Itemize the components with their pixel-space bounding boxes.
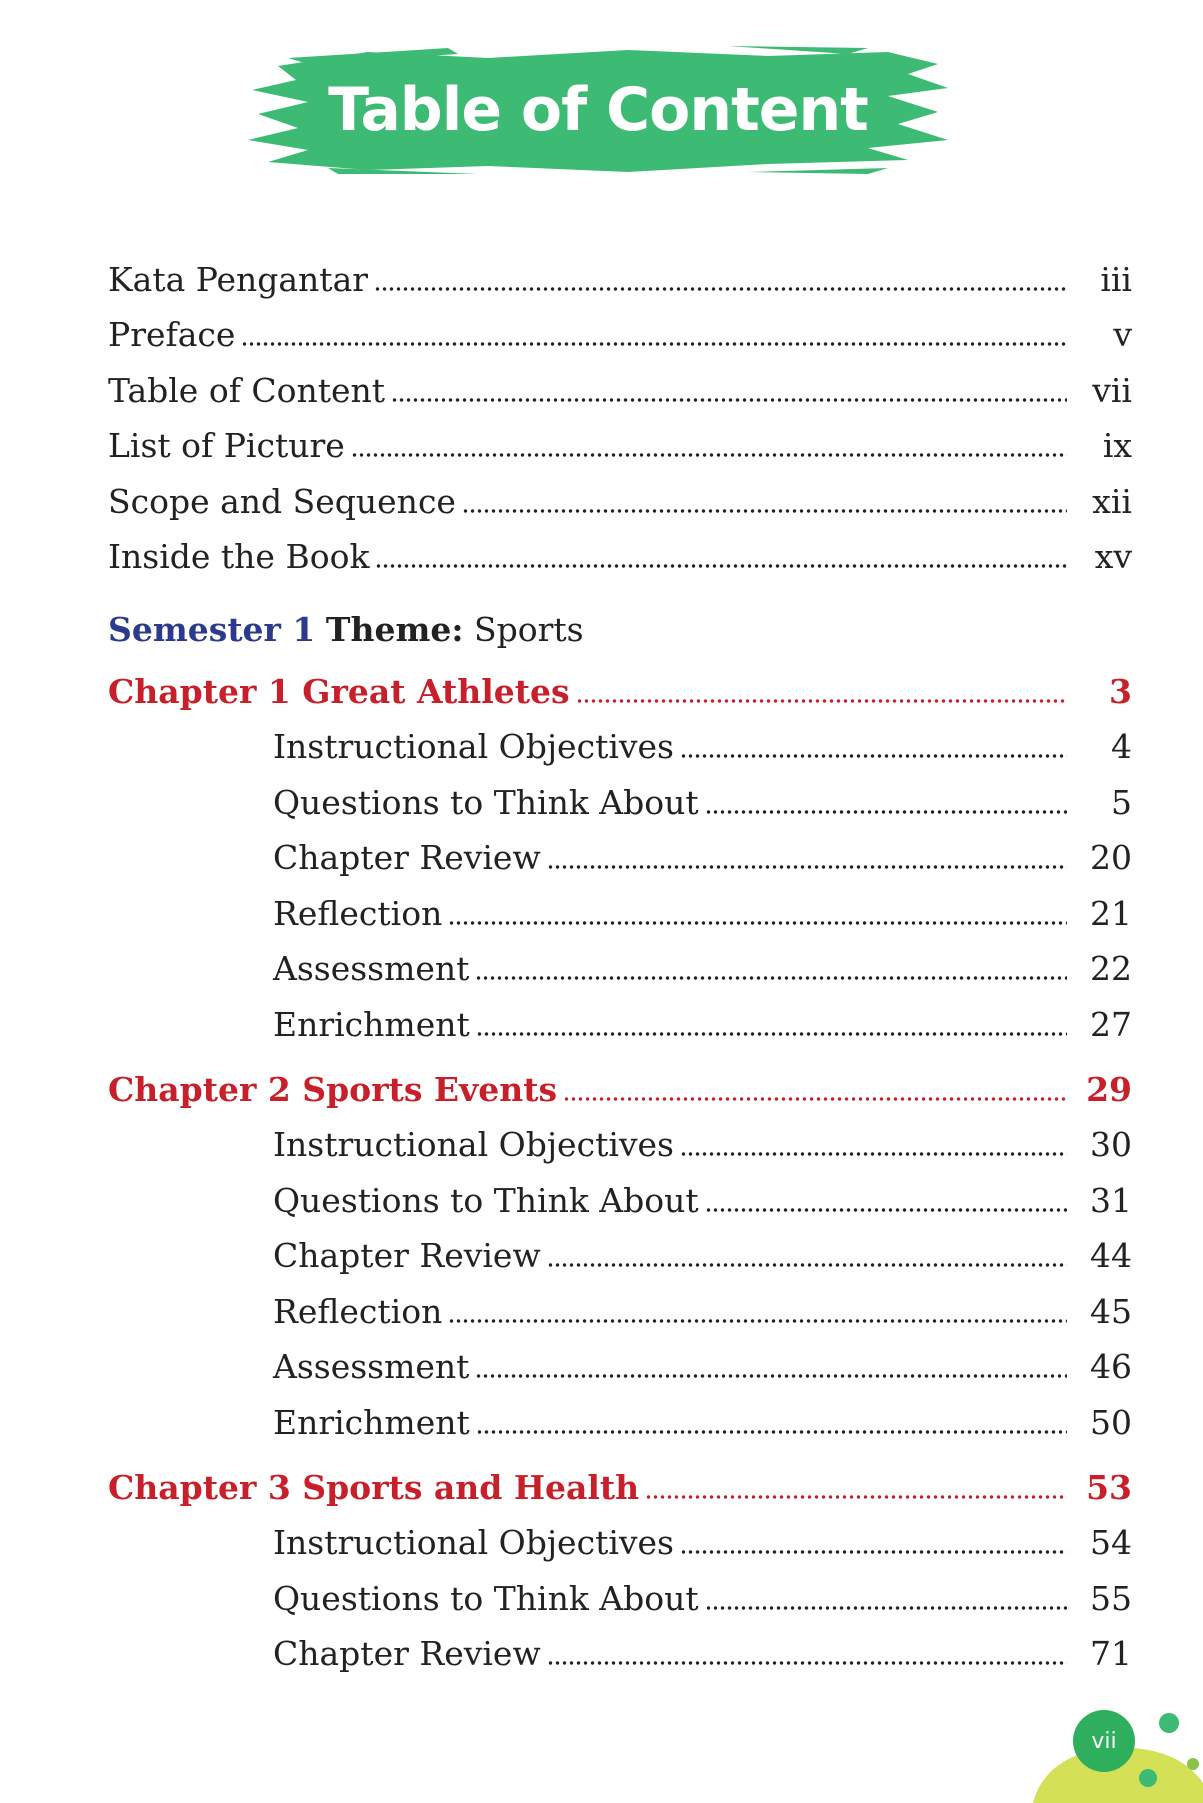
semester-heading xyxy=(108,610,584,650)
toc-entry-page: 71 xyxy=(1090,1634,1132,1673)
toc-entry[interactable] xyxy=(108,828,1132,878)
dot-leader xyxy=(563,1097,1067,1101)
dot-leader xyxy=(351,453,1067,457)
chapter-page: 53 xyxy=(1086,1468,1132,1507)
toc-entry[interactable] xyxy=(108,773,1132,823)
toc-entry[interactable] xyxy=(108,472,1132,522)
toc-entry[interactable] xyxy=(108,1226,1132,1276)
dot-leader xyxy=(448,921,1067,925)
toc-entry-page: 21 xyxy=(1090,894,1132,933)
dot-leader xyxy=(705,1606,1067,1610)
dot-leader xyxy=(476,1032,1067,1036)
dot-leader xyxy=(476,1430,1067,1434)
toc-entry-page: xii xyxy=(1092,482,1132,521)
decorative-dot xyxy=(1187,1758,1199,1770)
toc-entry-label: Assessment xyxy=(273,949,470,988)
toc-entry-page: 22 xyxy=(1090,949,1132,988)
toc-entry-page: ix xyxy=(1102,426,1132,465)
toc-entry[interactable] xyxy=(108,1337,1132,1387)
toc-entry[interactable] xyxy=(108,1282,1132,1332)
dot-leader xyxy=(462,509,1067,513)
toc-entry[interactable] xyxy=(108,305,1132,355)
toc-entry-page: 27 xyxy=(1090,1005,1132,1044)
title-banner xyxy=(248,44,948,176)
toc-entry-page: 55 xyxy=(1090,1579,1132,1618)
dot-leader xyxy=(705,810,1067,814)
toc-entry[interactable] xyxy=(108,416,1132,466)
dot-leader xyxy=(374,287,1067,291)
dot-leader xyxy=(475,1374,1067,1378)
dot-leader xyxy=(705,1208,1067,1212)
chapter-page: 3 xyxy=(1109,672,1132,711)
toc-entry[interactable] xyxy=(108,527,1132,577)
toc-entry[interactable] xyxy=(108,995,1132,1045)
dot-leader xyxy=(547,865,1067,869)
toc-entry[interactable] xyxy=(108,884,1132,934)
toc-entry-label: Enrichment xyxy=(273,1403,470,1442)
toc-entry[interactable] xyxy=(108,1569,1132,1619)
chapter-title: Chapter 3 Sports and Health xyxy=(108,1468,640,1507)
dot-leader xyxy=(391,398,1067,402)
toc-entry-page: iii xyxy=(1100,260,1132,299)
toc-entry-label: Questions to Think About xyxy=(273,1579,699,1618)
dot-leader xyxy=(448,1319,1067,1323)
toc-entry[interactable] xyxy=(108,1513,1132,1563)
semester-label: Semester 1 xyxy=(108,610,316,649)
toc-entry-page: 20 xyxy=(1090,838,1132,877)
dot-leader xyxy=(547,1661,1067,1665)
toc-entry[interactable] xyxy=(108,717,1132,767)
toc-entry-label: Table of Content xyxy=(108,371,386,410)
toc-entry-label: List of Picture xyxy=(108,426,345,465)
toc-entry-label: Enrichment xyxy=(273,1005,470,1044)
page-number-badge: vii xyxy=(1073,1710,1135,1772)
dot-leader xyxy=(475,976,1067,980)
toc-entry-label: Instructional Objectives xyxy=(273,1523,674,1562)
chapter-entry[interactable] xyxy=(108,1458,1132,1508)
toc-entry-label: Preface xyxy=(108,315,236,354)
chapter-entry[interactable] xyxy=(108,662,1132,712)
toc-entry-page: 50 xyxy=(1090,1403,1132,1442)
toc-entry[interactable] xyxy=(108,1115,1132,1165)
toc-entry-label: Inside the Book xyxy=(108,537,370,576)
decorative-dot xyxy=(1139,1769,1157,1787)
toc-entry[interactable] xyxy=(108,1393,1132,1443)
page-title: Table of Content xyxy=(328,75,868,145)
chapter-title: Chapter 2 Sports Events xyxy=(108,1070,558,1109)
chapter-page: 29 xyxy=(1086,1070,1132,1109)
toc-entry-page: xv xyxy=(1094,537,1132,576)
dot-leader xyxy=(375,564,1067,568)
toc-entry-page: 5 xyxy=(1111,783,1132,822)
toc-entry-label: Instructional Objectives xyxy=(273,1125,674,1164)
theme-name: Sports xyxy=(474,610,584,649)
chapter-title: Chapter 1 Great Athletes xyxy=(108,672,570,711)
toc-entry-label: Kata Pengantar xyxy=(108,260,369,299)
toc-entry-page: 30 xyxy=(1090,1125,1132,1164)
toc-entry-label: Assessment xyxy=(273,1347,470,1386)
dot-leader xyxy=(645,1495,1067,1499)
dot-leader xyxy=(680,1152,1067,1156)
toc-entry-page: v xyxy=(1113,315,1132,354)
chapter-entry[interactable] xyxy=(108,1060,1132,1110)
dot-leader xyxy=(576,699,1067,703)
toc-entry-label: Chapter Review xyxy=(273,838,541,877)
toc-entry[interactable] xyxy=(108,361,1132,411)
toc-entry-label: Reflection xyxy=(273,1292,443,1331)
toc-entry-label: Scope and Sequence xyxy=(108,482,456,521)
dot-leader xyxy=(241,342,1067,346)
toc-entry-page: 45 xyxy=(1090,1292,1132,1331)
toc-entry-label: Questions to Think About xyxy=(273,1181,699,1220)
dot-leader xyxy=(680,1550,1067,1554)
toc-entry-page: vii xyxy=(1092,371,1132,410)
dot-leader xyxy=(680,754,1067,758)
toc-entry-label: Reflection xyxy=(273,894,443,933)
toc-entry-label: Chapter Review xyxy=(273,1634,541,1673)
toc-entry-page: 31 xyxy=(1090,1181,1132,1220)
toc-entry-page: 44 xyxy=(1090,1236,1132,1275)
toc-entry-label: Chapter Review xyxy=(273,1236,541,1275)
toc-entry-page: 54 xyxy=(1090,1523,1132,1562)
toc-entry-page: 46 xyxy=(1090,1347,1132,1386)
theme-label: Theme: xyxy=(325,610,464,649)
toc-entry-label: Instructional Objectives xyxy=(273,727,674,766)
toc-entry[interactable] xyxy=(108,1624,1132,1674)
toc-entry[interactable] xyxy=(108,250,1132,300)
toc-entry[interactable] xyxy=(108,1171,1132,1221)
toc-entry-page: 4 xyxy=(1111,727,1132,766)
dot-leader xyxy=(547,1263,1067,1267)
toc-entry-label: Questions to Think About xyxy=(273,783,699,822)
toc-entry[interactable] xyxy=(108,939,1132,989)
decorative-dot xyxy=(1159,1713,1179,1733)
